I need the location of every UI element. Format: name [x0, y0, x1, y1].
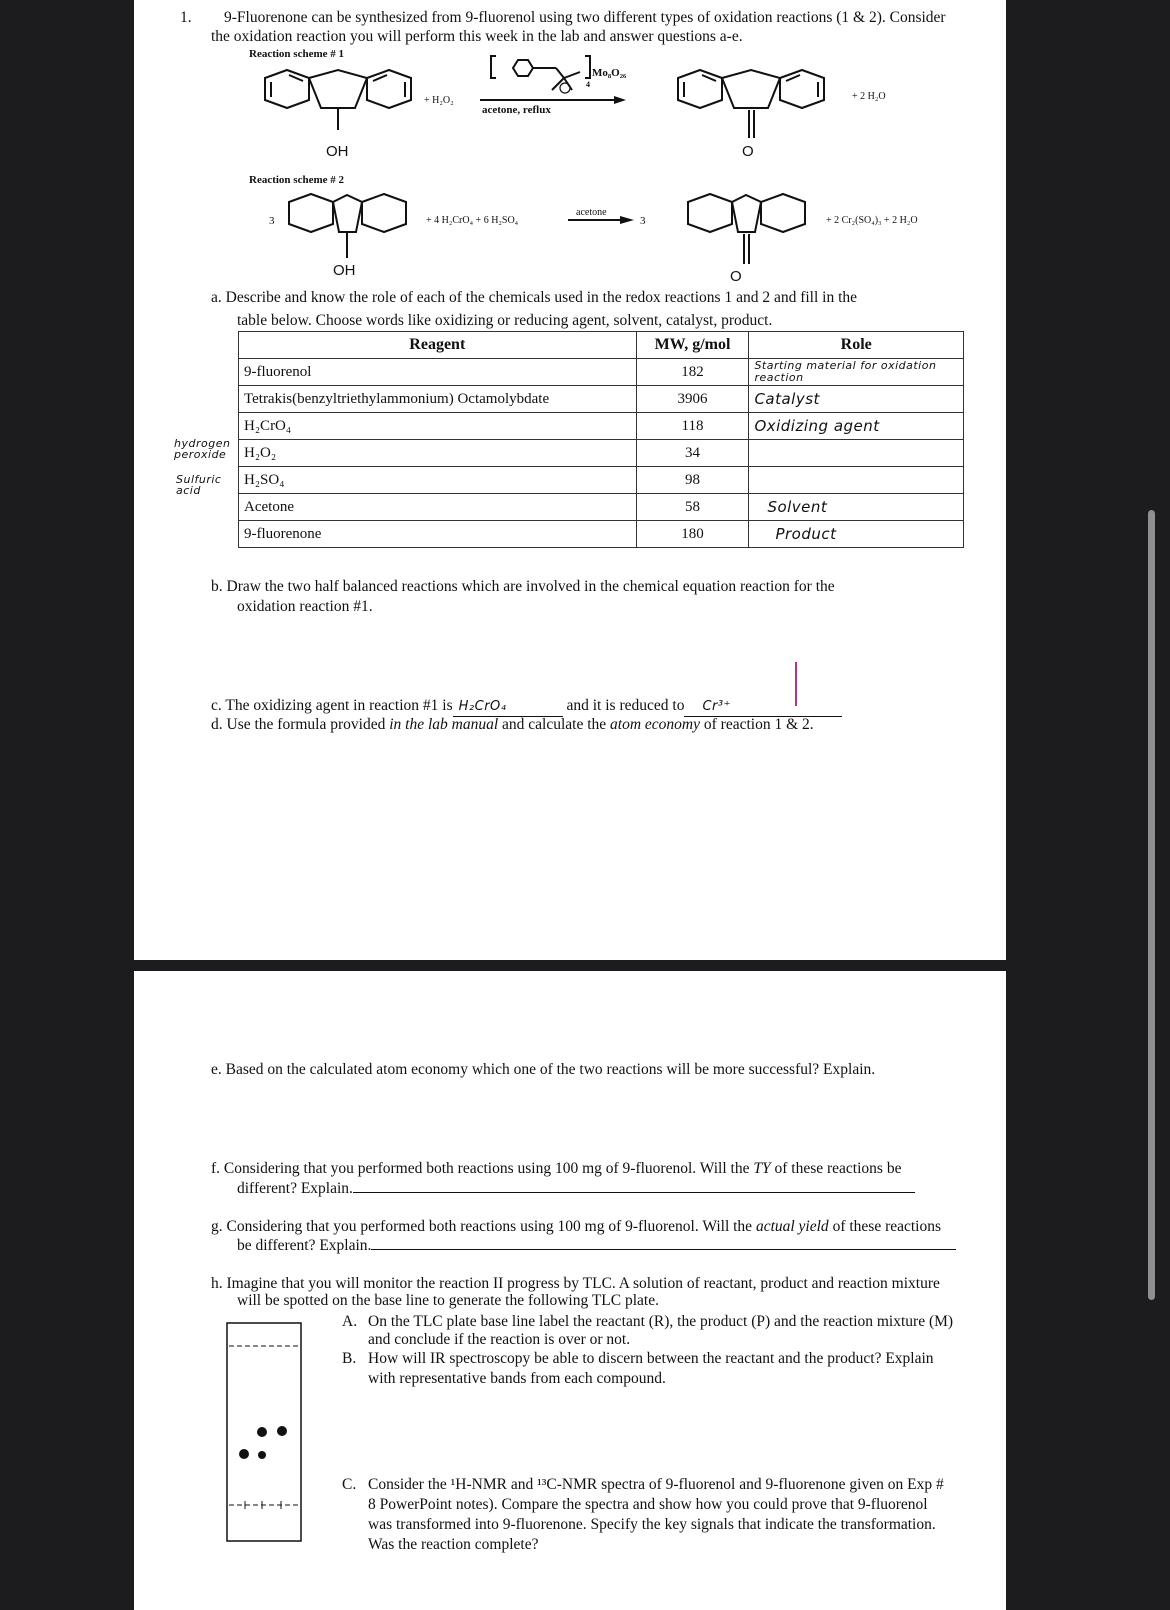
mw-cell: 182: [636, 359, 749, 386]
header-mw: MW, g/mol: [636, 332, 749, 359]
part-c: [211, 697, 842, 717]
table-header-row: [239, 332, 964, 359]
part-h-c-line-3: was transformed into 9-fluorenone. Specify the key signals that indicate the transformation.: [368, 1516, 936, 1533]
header-role: Role: [749, 332, 964, 359]
reagent-cell: Acetone: [239, 494, 637, 521]
scheme1-catalyst-sub: 4: [586, 80, 590, 89]
mw-cell: 118: [636, 413, 749, 440]
part-h-a-line-1: On the TLC plate base line label the reactant (R), the product (P) and the reaction mixture (M): [368, 1313, 954, 1330]
reagent-cell: H₂CrO₄: [239, 413, 637, 440]
table-row: [239, 413, 964, 440]
reagent-cell: Tetrakis(benzyltriethylammonium) Octamolybdate: [239, 386, 637, 413]
table-row: [239, 440, 964, 467]
mw-cell: 3906: [636, 386, 749, 413]
scheme2-o-label: O: [730, 268, 742, 285]
reaction-schemes-drawing: [0, 0, 1170, 300]
intro-line-2: the oxidation reaction you will perform this week in the lab and answer questions a-e.: [211, 28, 743, 45]
scheme1-condition: acetone, reflux: [482, 104, 551, 116]
catalyst-structure: [491, 56, 590, 90]
fluorenone-structure-2: [688, 194, 805, 264]
reagent-cell: H₂SO₄: [239, 467, 637, 494]
scheme2-coef-right: 3: [640, 215, 646, 227]
fluorenone-structure-1: [678, 70, 824, 138]
margin-note-h2so4: Sulfuric acid: [176, 473, 222, 497]
role-cell[interactable]: Catalyst: [749, 386, 964, 413]
part-h-c-label: C.: [342, 1476, 357, 1493]
scheme2-byproducts: + 2 Cr₂(SO₄)₃ + 2 H₂O: [826, 215, 918, 226]
table-row: [239, 521, 964, 548]
part-b-line-1: b. Draw the two half balanced reactions which are involved in the chemical equation reaction for the: [211, 578, 835, 595]
scheme2-oh-label: OH: [333, 262, 356, 279]
cursor-mark: [795, 662, 797, 706]
reagent-cell: 9-fluorenol: [239, 359, 637, 386]
part-f-answer-line[interactable]: [353, 1178, 915, 1193]
scheme2-reagents: + 4 H₂CrO₄ + 6 H₂SO₄: [426, 215, 519, 226]
part-g-line-2-text: be different? Explain.: [237, 1237, 372, 1254]
table-row: [239, 467, 964, 494]
mw-cell: 58: [636, 494, 749, 521]
role-cell[interactable]: Product: [749, 521, 964, 548]
part-g-answer-line[interactable]: [371, 1235, 956, 1250]
part-d-italic-2: atom economy: [610, 716, 701, 733]
question-number: 1.: [180, 9, 192, 26]
mw-cell: 34: [636, 440, 749, 467]
role-cell[interactable]: Oxidizing agent: [749, 413, 964, 440]
scheme2-coef-left: 3: [269, 215, 275, 227]
part-d-italic-1: in the lab manual: [389, 716, 499, 733]
reagent-cell: H₂O₂: [239, 440, 637, 467]
part-f-text-a: f. Considering that you performed both reactions using 100 mg of 9-fluorenol. Will the: [211, 1160, 754, 1177]
part-c-middle: and it is reduced to: [566, 697, 685, 714]
fluorenol-structure-1: [265, 70, 411, 130]
scheme1-o-label: O: [742, 143, 754, 160]
reagent-cell: 9-fluorenone: [239, 521, 637, 548]
part-d-mid: and calculate the: [498, 716, 611, 733]
tlc-plate[interactable]: [226, 1322, 304, 1544]
mw-cell: 180: [636, 521, 749, 548]
part-f-line-2-text: different? Explain.: [237, 1180, 353, 1197]
part-e: e. Based on the calculated atom economy which one of the two reactions will be more successful? Explain.: [211, 1061, 876, 1078]
role-cell[interactable]: [749, 440, 964, 467]
scrollbar[interactable]: [1148, 510, 1155, 1300]
part-g-text-b: of these reactions: [828, 1218, 942, 1235]
reagent-table: [238, 331, 964, 548]
part-g-text-a: g. Considering that you performed both reactions using 100 mg of 9-fluorenol. Will the: [211, 1218, 756, 1235]
part-a-line-1: a. Describe and know the role of each of the chemicals used in the redox reactions 1 and 2 and fill in the: [211, 289, 858, 306]
intro-line-1: 9-Fluorenone can be synthesized from 9-fluorenol using two different types of oxidation reactions (1 & 2). Consider: [224, 9, 946, 26]
scheme1-oh-label: OH: [326, 143, 349, 160]
header-reagent: Reagent: [239, 332, 637, 359]
tlc-spot: [239, 1449, 249, 1459]
mw-cell: 98: [636, 467, 749, 494]
scheme1-h2o2: + H₂O₂: [424, 95, 454, 106]
fluorenol-structure-2: [289, 194, 406, 258]
part-f-italic: TY: [753, 1160, 771, 1177]
part-d-prefix: d. Use the formula provided: [211, 716, 390, 733]
part-h-line-1: h. Imagine that you will monitor the reaction II progress by TLC. A solution of reactant, product and reaction mixture: [211, 1275, 940, 1292]
part-c-answer-2[interactable]: Cr³⁺: [684, 698, 842, 717]
role-cell[interactable]: Starting material for oxidation reaction: [749, 359, 964, 386]
part-h-c-line-2: 8 PowerPoint notes). Compare the spectra and show how you could prove that 9-fluorenol: [368, 1496, 928, 1513]
tlc-spot: [277, 1426, 287, 1436]
part-a-line-2: table below. Choose words like oxidizing or reducing agent, solvent, catalyst, product.: [237, 312, 773, 329]
table-row: [239, 494, 964, 521]
tlc-spot: [257, 1427, 267, 1437]
scheme2-condition: acetone: [576, 207, 607, 218]
scheme-2-title: Reaction scheme # 2: [249, 174, 345, 186]
part-f-line-2: [237, 1178, 915, 1198]
part-h-b-label: B.: [342, 1350, 357, 1367]
table-row: [239, 386, 964, 413]
margin-note-h2o2: hydrogen peroxide: [174, 437, 231, 461]
part-h-a-line-2: and conclude if the reaction is over or not.: [368, 1331, 631, 1348]
part-h-b-line-1: How will IR spectroscopy be able to discern between the reactant and the product? Explain: [368, 1350, 934, 1367]
part-h-c-line-4: Was the reaction complete?: [368, 1536, 539, 1553]
scheme1-byproduct: + 2 H₂O: [852, 91, 886, 102]
part-h-b-line-2: with representative bands from each compound.: [368, 1370, 666, 1387]
part-d-suffix: of reaction 1 & 2.: [700, 716, 814, 733]
part-g-italic: actual yield: [755, 1218, 829, 1235]
table-row: [239, 359, 964, 386]
part-g-line-1: [211, 1218, 941, 1236]
part-g-line-2: [237, 1235, 956, 1255]
part-h-line-2: will be spotted on the base line to generate the following TLC plate.: [237, 1292, 659, 1309]
part-d: [211, 716, 814, 734]
part-h-a-label: A.: [342, 1313, 358, 1330]
part-c-answer-1[interactable]: H₂CrO₄: [453, 698, 563, 717]
role-cell[interactable]: [749, 467, 964, 494]
part-c-prefix: c. The oxidizing agent in reaction #1 is: [211, 697, 453, 714]
part-b-line-2: oxidation reaction #1.: [237, 598, 373, 615]
scheme1-catalyst-formula: Mo₈O₂₆: [592, 67, 627, 79]
tlc-spot: [258, 1451, 266, 1459]
scheme-1-title: Reaction scheme # 1: [249, 48, 345, 60]
part-h-c-line-1: Consider the ¹H-NMR and ¹³C-NMR spectra of 9-fluorenol and 9-fluorenone given on Exp #: [368, 1476, 944, 1493]
part-f-text-b: of these reactions be: [770, 1160, 902, 1177]
role-cell[interactable]: Solvent: [749, 494, 964, 521]
part-f-line-1: [211, 1160, 901, 1178]
